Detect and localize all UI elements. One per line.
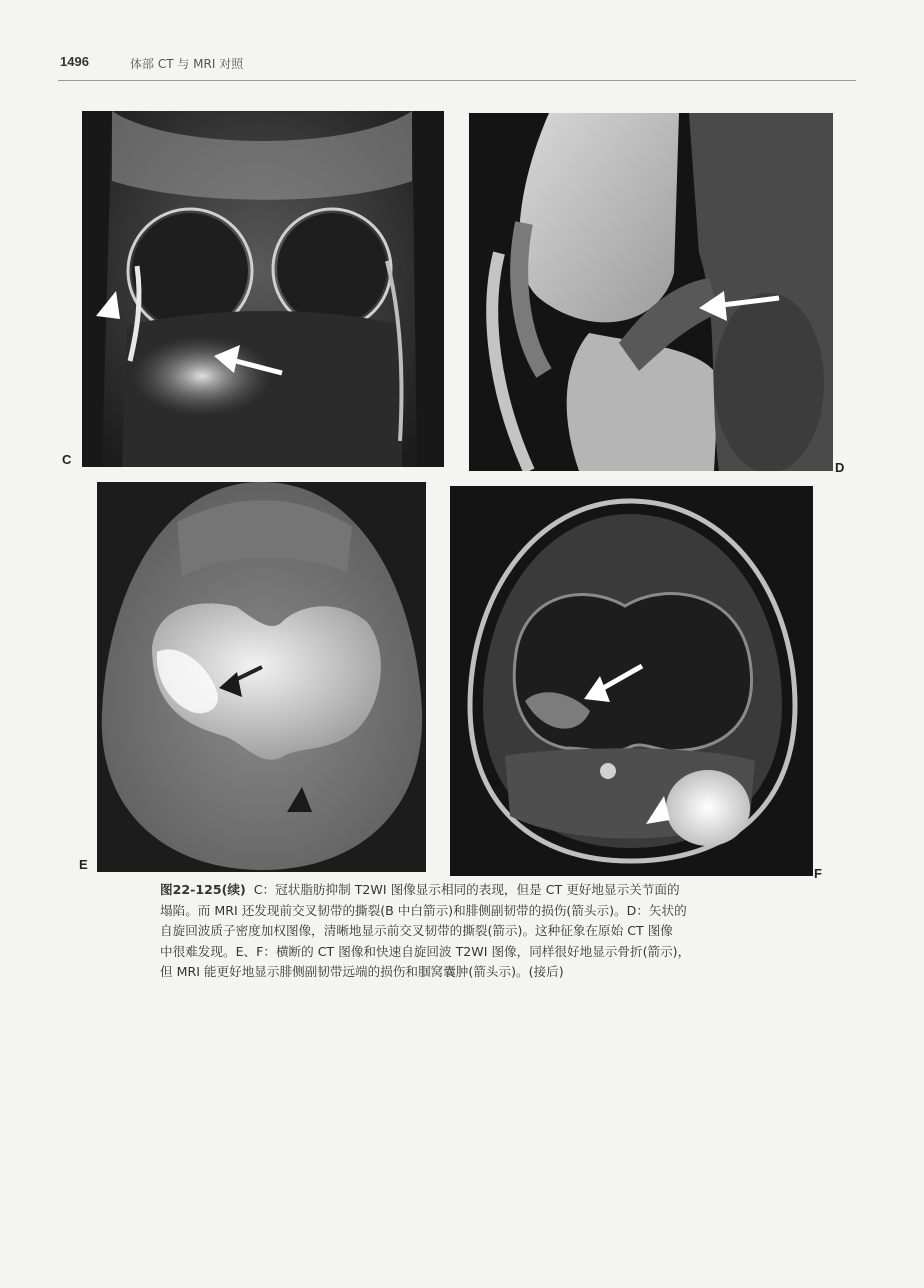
caption-line-3: 自旋回波质子密度加权图像，清晰地显示前交叉韧带的撕裂(箭示)。这种征象在原始 CT 图像: [160, 923, 673, 938]
panel-label-f: F: [814, 866, 822, 881]
page-number: 1496: [60, 54, 89, 69]
caption-line-2: 塌陷。而 MRI 还发现前交叉韧带的撕裂(B 中白箭示)和腓侧副韧带的损伤(箭头示)。D：矢状的: [160, 902, 687, 918]
caption-line-4: 中很难发现。E、F：横断的 CT 图像和快速自旋回波 T2WI 图像，同样很好地显示骨折(箭示)，: [160, 943, 691, 959]
ct-axial-image: [97, 482, 426, 872]
caption-line-1: 图22-125(续) C：冠状脂肪抑制 T2WI 图像显示相同的表现，但是 CT 更好地显示关节面的: [160, 882, 680, 897]
panel-label-c: C: [62, 452, 72, 467]
mri-coronal-image: [82, 111, 444, 467]
figure-id: 图22-125(续): [160, 882, 246, 897]
figure-panel-d: [469, 113, 833, 471]
running-title: 体部 CT 与 MRI 对照: [130, 57, 244, 71]
page-header: [58, 54, 856, 81]
figure-panel-f: [450, 486, 813, 876]
panel-label-e: E: [79, 857, 88, 872]
figure-panel-e: [97, 482, 426, 872]
panel-label-d: D: [835, 460, 845, 475]
figure-panel-c: [82, 111, 444, 467]
caption-line-5: 但 MRI 能更好地显示腓侧副韧带远端的损伤和腘窝囊肿(箭头示)。(接后): [160, 964, 564, 979]
mri-axial-image: [450, 486, 813, 876]
mri-sagittal-image: [469, 113, 833, 471]
figure-caption: [160, 880, 758, 983]
